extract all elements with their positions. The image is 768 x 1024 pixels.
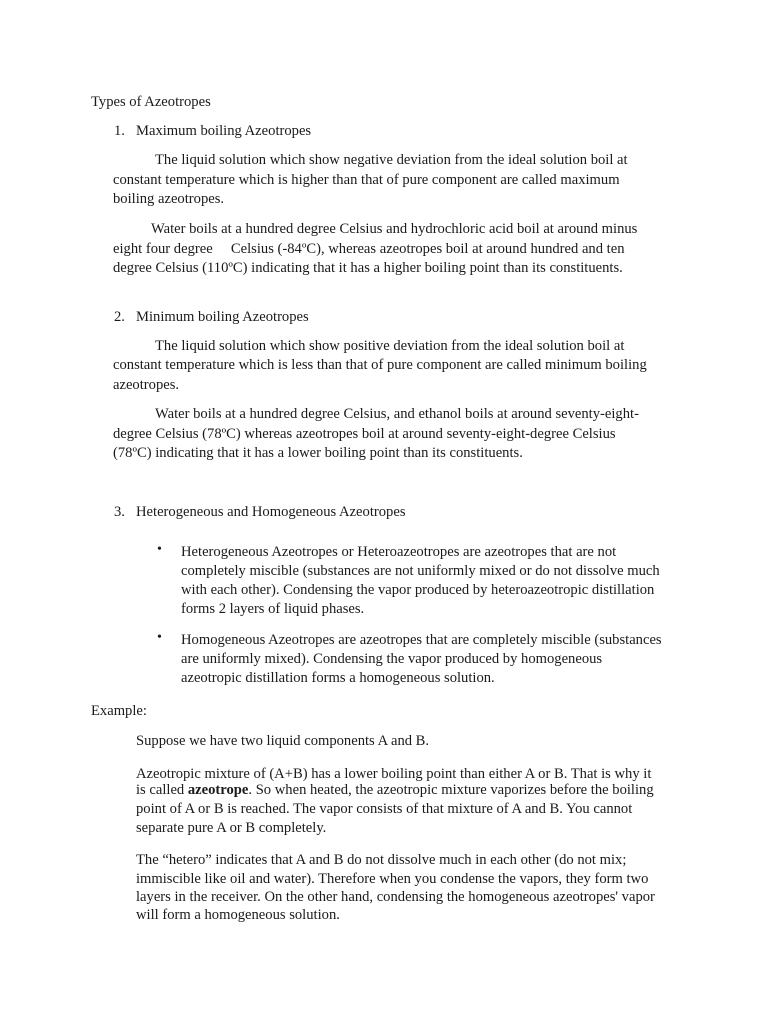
section-3-number: 3. [114, 504, 125, 520]
section-1-para-2-line-3: degree Celsius (110ºC) indicating that it has a higher boiling point than its constituents. [113, 260, 623, 276]
example-para-3-line-4: will form a homogeneous solution. [136, 907, 340, 923]
bullet-1-line-3: with each other). Condensing the vapor produced by heteroazeotropic distillation [181, 582, 655, 598]
section-2-para-1-line-1: The liquid solution which show positive deviation from the ideal solution boil at [155, 338, 625, 354]
example-para-2-line-3: point of A or B is reached. The vapor consists of that mixture of A and B. You cannot [136, 801, 633, 817]
section-1-number: 1. [114, 123, 125, 139]
section-1-para-2-line-2: eight four degree Celsius (-84ºC), whereas azeotropes boil at around hundred and ten [113, 241, 625, 257]
section-2-para-2-line-3: (78ºC) indicating that it has a lower boiling point than its constituents. [113, 445, 523, 461]
example-para-3-line-2: immiscible like oil and water). Therefore when you condense the vapors, they form two [136, 871, 649, 887]
section-2-number: 2. [114, 309, 125, 325]
section-2-heading: Minimum boiling Azeotropes [136, 309, 309, 325]
bullet-2-line-2: are uniformly mixed). Condensing the vapor produced by homogeneous [181, 651, 603, 667]
azeotrope-bold-term: azeotrope [187, 782, 249, 798]
section-2-para-1-line-3: azeotropes. [113, 377, 180, 393]
section-1-para-1-line-1: The liquid solution which show negative deviation from the ideal solution boil at [155, 152, 628, 168]
bullet-2-dot: • [157, 630, 162, 645]
example-para-2-line-1: Azeotropic mixture of (A+B) has a lower boiling point than either A or B. That is why it [136, 766, 652, 782]
example-para-2-line-2 [136, 781, 654, 801]
section-1-heading: Maximum boiling Azeotropes [136, 123, 312, 139]
section-1-para-2-line-1: Water boils at a hundred degree Celsius and hydrochloric acid boil at around minus [151, 221, 638, 237]
example-para-2-line-2-pre: is called [136, 782, 188, 798]
document-title: Types of Azeotropes [91, 94, 211, 110]
section-1-para-1-line-3: boiling azeotropes. [113, 191, 225, 207]
section-2-para-1-line-2: constant temperature which is less than that of pure component are called minimum boiling [113, 357, 647, 373]
section-1-para-1-line-2: constant temperature which is higher than that of pure component are called maximum [113, 172, 620, 188]
example-para-3-line-3: layers in the receiver. On the other hand, condensing the homogeneous azeotropes' vapor [136, 889, 655, 905]
section-2-para-2-line-2: degree Celsius (78ºC) whereas azeotropes boil at around seventy-eight-degree Celsius [113, 426, 616, 442]
example-para-1: Suppose we have two liquid components A and B. [136, 733, 430, 749]
bullet-1-line-1: Heterogeneous Azeotropes or Heteroazeotropes are azeotropes that are not [181, 544, 617, 560]
bullet-1-line-2: completely miscible (substances are not uniformly mixed or do not dissolve much [181, 563, 660, 579]
section-2-para-2-line-1: Water boils at a hundred degree Celsius, and ethanol boils at around seventy-eight- [155, 406, 639, 422]
bullet-2-line-1: Homogeneous Azeotropes are azeotropes that are completely miscible (substances [181, 632, 662, 648]
example-label: Example: [91, 703, 147, 719]
section-3-heading: Heterogeneous and Homogeneous Azeotropes [136, 504, 406, 520]
bullet-2-line-3: azeotropic distillation forms a homogeneous solution. [181, 670, 495, 686]
example-para-3-line-1: The “hetero” indicates that A and B do not dissolve much in each other (do not mix; [136, 852, 627, 868]
bullet-1-line-4: forms 2 layers of liquid phases. [181, 601, 365, 617]
example-para-2-line-2-post: . So when heated, the azeotropic mixture vaporizes before the boiling [248, 782, 654, 798]
example-para-2-line-4: separate pure A or B completely. [136, 820, 327, 836]
bullet-1-dot: • [157, 542, 162, 557]
